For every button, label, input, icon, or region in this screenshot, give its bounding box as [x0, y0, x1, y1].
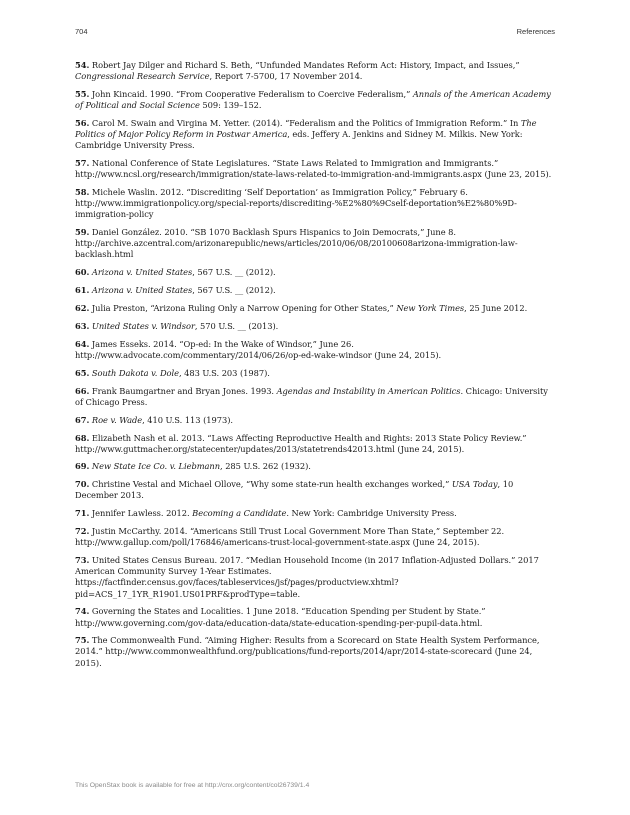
- endnote: [75, 158, 555, 180]
- endnote-text: United States Census Bureau. 2017. “Median Household Income (in 2017 Inflation-Adjusted Dollars.” 2017 American Community Survey 1-Year Estimates. https://factfinder.census.gov/faces/tableservices/jsf/pages/productview.xhtml?pid=ACS_17_1YR_R1901.US01PRF&prodType=table.: [75, 555, 539, 599]
- endnote-number: 75.: [75, 635, 90, 646]
- endnote-number: 62.: [75, 302, 90, 313]
- endnote-text: Christine Vestal and Michael Ollove, “Why some state-run health exchanges worked,”: [91, 479, 452, 490]
- endnote-title: New State Ice Co. v. Liebmann: [91, 461, 221, 472]
- endnote-title: Arizona v. United States: [91, 267, 193, 278]
- endnote: [75, 303, 555, 314]
- endnote-text: Frank Baumgartner and Bryan Jones. 1993.: [91, 385, 277, 396]
- endnote-number: 70.: [75, 479, 90, 490]
- endnote-number: 57.: [75, 158, 90, 169]
- endnote: [75, 227, 555, 260]
- endnote-number: 59.: [75, 227, 90, 238]
- endnote: [75, 526, 555, 548]
- endnote-text: . Chicago: University of Chicago Press.: [75, 385, 548, 407]
- endnote-text: Governing the States and Localities. 1 June 2018. “Education Spending per Student by State.” http://www.governing.com/gov-data/education-data/state-education-spending-per-pupil-data.html.: [75, 606, 486, 628]
- endnote-title: United States v. Windsor: [91, 320, 195, 331]
- endnote-number: 61.: [75, 285, 90, 296]
- endnote-text: Jennifer Lawless. 2012.: [91, 508, 193, 519]
- endnotes-list: [75, 60, 555, 675]
- endnote-number: 54.: [75, 60, 90, 70]
- endnote-text: , 410 U.S. 113 (1973).: [142, 414, 233, 425]
- endnote: [75, 415, 555, 426]
- endnote-text: , 567 U.S. __ (2012).: [192, 267, 276, 278]
- endnote-text: Carol M. Swain and Virgina M. Yetter. (2014). “Federalism and the Politics of Immigration Reform.” In: [91, 117, 521, 128]
- endnote-number: 71.: [75, 508, 90, 519]
- endnote: [75, 118, 555, 151]
- endnote-title: Roe v. Wade: [91, 414, 143, 425]
- endnote-number: 63.: [75, 320, 90, 331]
- endnote: [75, 187, 555, 220]
- page-number: 704: [75, 27, 88, 36]
- endnote-text: Justin McCarthy. 2014. “Americans Still Trust Local Government More Than State,” September 22. http://www.gallup.com/poll/176846/americans-trust-local-government-state.aspx (June 24, 2015).: [75, 526, 505, 548]
- endnote-number: 64.: [75, 338, 90, 349]
- endnote-text: The Commonwealth Fund. “Aiming Higher: Results from a Scorecard on State Health System Performance, 2014.” http://www.commonwealthfund.org/publications/fund-reports/2014/apr/2014-state-scorecard (June 24, 2015).: [75, 635, 540, 668]
- endnote-text: Julia Preston, “Arizona Ruling Only a Narrow Opening for Other States,”: [91, 302, 397, 313]
- endnote-text: , eds. Jeffery A. Jenkins and Sidney M. Milkis. New York: Cambridge University Press.: [75, 129, 523, 151]
- endnote-title: Arizona v. United States: [91, 285, 193, 296]
- endnote-number: 65.: [75, 367, 90, 378]
- endnote-text: John Kincaid. 1990. “From Cooperative Federalism to Coercive Federalism,”: [91, 88, 413, 99]
- endnote-number: 58.: [75, 187, 90, 198]
- endnote: [75, 321, 555, 332]
- endnote-text: . New York: Cambridge University Press.: [286, 508, 457, 519]
- endnote: [75, 555, 555, 599]
- endnote-text: 509: 139–152.: [199, 100, 262, 111]
- endnote-title: Congressional Research Service: [75, 71, 210, 82]
- endnote-number: 72.: [75, 526, 90, 537]
- endnote-title: South Dakota v. Dole: [91, 367, 179, 378]
- endnote-title: Agendas and Instability in American Politics: [276, 385, 461, 396]
- endnote: [75, 461, 555, 472]
- endnote-text: , Report 7-5700, 17 November 2014.: [209, 71, 363, 82]
- endnote-text: Daniel González. 2010. “SB 1070 Backlash Spurs Hispanics to Join Democrats,” June 8. http://archive.azcentral.com/arizonarepublic/news/articles/2010/06/08/20100608arizona-immigration-law-backlash.html: [75, 227, 518, 260]
- endnote-title: New York Times: [396, 302, 465, 313]
- endnote: [75, 635, 555, 668]
- endnote-number: 73.: [75, 555, 90, 566]
- endnote-text: , 483 U.S. 203 (1987).: [178, 367, 270, 378]
- endnote-text: , 285 U.S. 262 (1932).: [220, 461, 311, 472]
- endnote-text: National Conference of State Legislatures. “State Laws Related to Immigration and Immigrants.” http://www.ncsl.org/research/immigration/state-laws-related-to-immigration-and-immigrants.aspx (June 23, 2015).: [75, 158, 552, 180]
- endnote-text: Robert Jay Dilger and Richard S. Beth, “Unfunded Mandates Reform Act: History, Impact, and Issues,”: [91, 60, 520, 70]
- endnote: [75, 479, 555, 501]
- endnote-text: Elizabeth Nash et al. 2013. “Laws Affecting Reproductive Health and Rights: 2013 State Policy Review.” http://www.guttmacher.org/statecenter/updates/2013/statetrends42013.html (June 24, 2015).: [75, 432, 527, 454]
- endnote-text: , 567 U.S. __ (2012).: [192, 285, 276, 296]
- endnote: [75, 285, 555, 296]
- endnote: [75, 339, 555, 361]
- endnote-number: 56.: [75, 117, 90, 128]
- endnote-number: 74.: [75, 606, 90, 617]
- endnote: [75, 606, 555, 628]
- endnote-text: Michele Waslin. 2012. “Discrediting ‘Self Deportation’ as Immigration Policy,” February 6. http://www.immigrationpolicy.org/special-reports/discrediting-%E2%80%9Cself-deportation%E2%80%9D-immigration-policy: [75, 187, 517, 220]
- endnote-title: Becoming a Candidate: [192, 508, 287, 519]
- endnote-text: James Esseks. 2014. “Op-ed: In the Wake of Windsor,” June 26. http://www.advocate.com/commentary/2014/06/26/op-ed-wake-windsor (June 24, 2015).: [75, 338, 442, 360]
- section-title: References: [516, 27, 555, 36]
- endnote-number: 69.: [75, 461, 90, 472]
- endnote: [75, 386, 555, 408]
- endnote-text: , 570 U.S. __ (2013).: [194, 320, 279, 331]
- page-footer: This OpenStax book is available for free at http://cnx.org/content/col26739/1.4: [75, 782, 310, 789]
- page-header: [75, 27, 555, 36]
- endnote-number: 60.: [75, 267, 90, 278]
- endnote: [75, 89, 555, 111]
- endnote-number: 66.: [75, 385, 90, 396]
- endnote: [75, 267, 555, 278]
- endnote-text: , 25 June 2012.: [464, 302, 528, 313]
- endnote: [75, 60, 555, 82]
- endnote-number: 55.: [75, 88, 90, 99]
- endnote-text: , 10 December 2013.: [75, 479, 514, 501]
- endnote: [75, 433, 555, 455]
- endnote-title: The Politics of Major Policy Reform in Postwar America: [75, 117, 537, 140]
- endnote-number: 68.: [75, 432, 90, 443]
- endnote: [75, 508, 555, 519]
- endnote-title: Annals of the American Academy of Political and Social Science: [75, 88, 551, 111]
- endnote-title: USA Today: [451, 479, 498, 490]
- endnote: [75, 368, 555, 379]
- endnote-number: 67.: [75, 414, 90, 425]
